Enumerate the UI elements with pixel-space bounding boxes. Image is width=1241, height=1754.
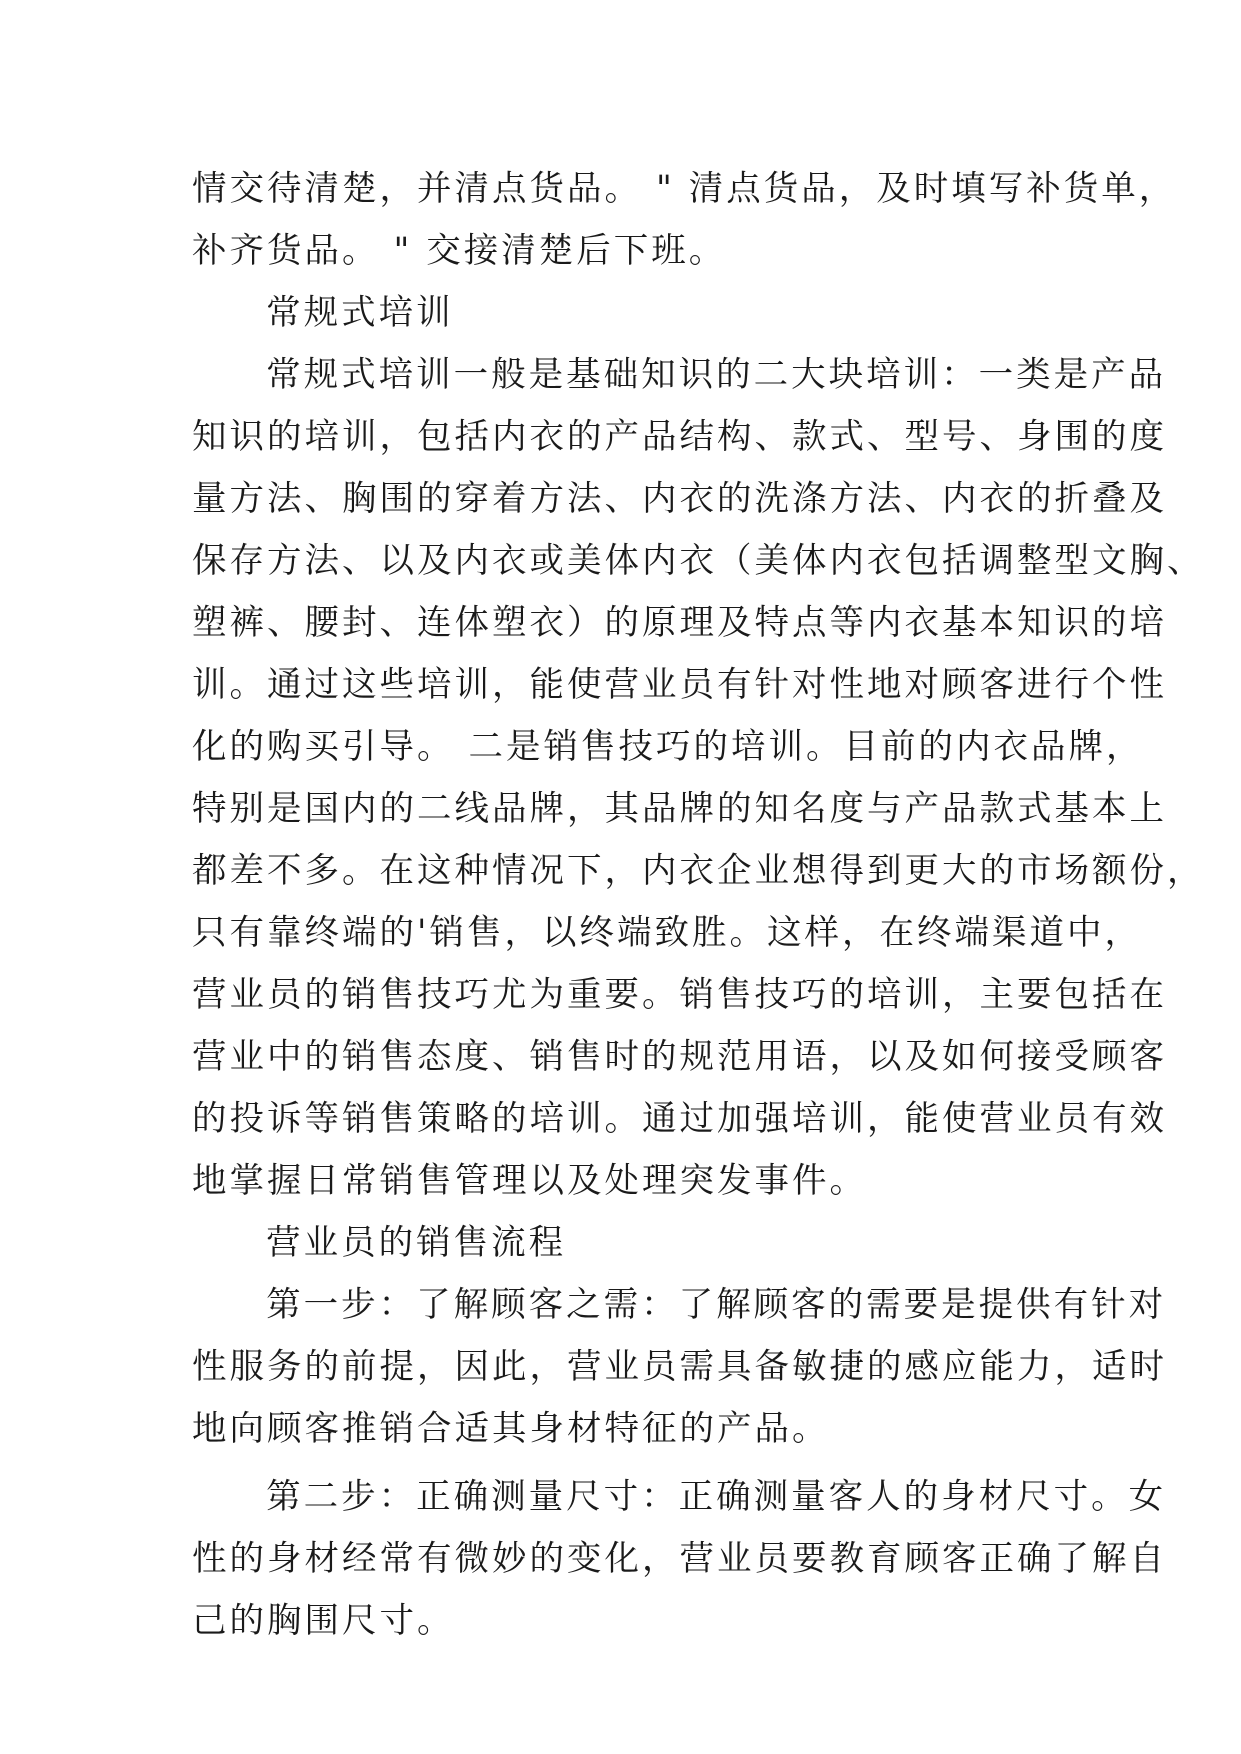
paragraph-step-two [192,1466,1167,1652]
text-line: 量方法、胸围的穿着方法、内衣的洗涤方法、内衣的折叠及 [192,479,1167,519]
text-line: 常规式培训一般是基础知识的二大块培训：一类是产品 [266,355,1167,395]
text-line: 营业员的销售技巧尤为重要。销售技巧的培训，主要包括在 [192,975,1167,1015]
text-line: 情交待清楚，并清点货品。 " 清点货品，及时填写补货单， [192,169,1177,209]
text-line: 知识的培训，包括内衣的产品结构、款式、型号、身围的度 [192,417,1167,457]
paragraph-routine-training [192,344,1205,1212]
text-line: 塑裤、腰封、连体塑衣）的原理及特点等内衣基本知识的培 [192,603,1167,643]
section-heading-sales-process: 营业员的销售流程 [266,1223,567,1263]
text-line: 营业中的销售态度、销售时的规范用语，以及如何接受顾客 [192,1037,1167,1077]
text-line: 的投诉等销售策略的培训。通过加强培训，能使营业员有效 [192,1099,1167,1139]
paragraph-step-one [192,1274,1167,1460]
text-line: 性服务的前提，因此，营业员需具备敏捷的感应能力，适时 [192,1347,1167,1387]
text-line: 只有靠终端的'销售，以终端致胜。这样，在终端渠道中， [192,913,1142,953]
text-line: 化的购买引导。 二是销售技巧的培训。目前的内衣品牌， [192,727,1144,767]
text-line: 地掌握日常销售管理以及处理突发事件。 [192,1161,867,1201]
text-line: 地向顾客推销合适其身材特征的产品。 [192,1409,830,1449]
document-body [192,158,1205,1652]
text-line: 第二步：正确测量尺寸：正确测量客人的身材尺寸。女 [266,1477,1167,1517]
text-line: 保存方法、以及内衣或美体内衣（美体内衣包括调整型文胸、 [192,541,1205,581]
paragraph-handover [192,158,1177,282]
text-line: 第一步：了解顾客之需：了解顾客的需要是提供有针对 [266,1285,1167,1325]
text-line: 训。通过这些培训，能使营业员有针对性地对顾客进行个性 [192,665,1167,705]
section-heading-routine-training: 常规式培训 [266,293,454,333]
text-line: 都差不多。在这种情况下，内衣企业想得到更大的市场额份， [192,851,1205,891]
text-line: 补齐货品。 " 交接清楚后下班。 [192,231,727,271]
text-line: 特别是国内的二线品牌，其品牌的知名度与产品款式基本上 [192,789,1167,829]
text-line: 己的胸围尺寸。 [192,1601,455,1641]
text-line: 性的身材经常有微妙的变化，营业员要教育顾客正确了解自 [192,1539,1167,1579]
